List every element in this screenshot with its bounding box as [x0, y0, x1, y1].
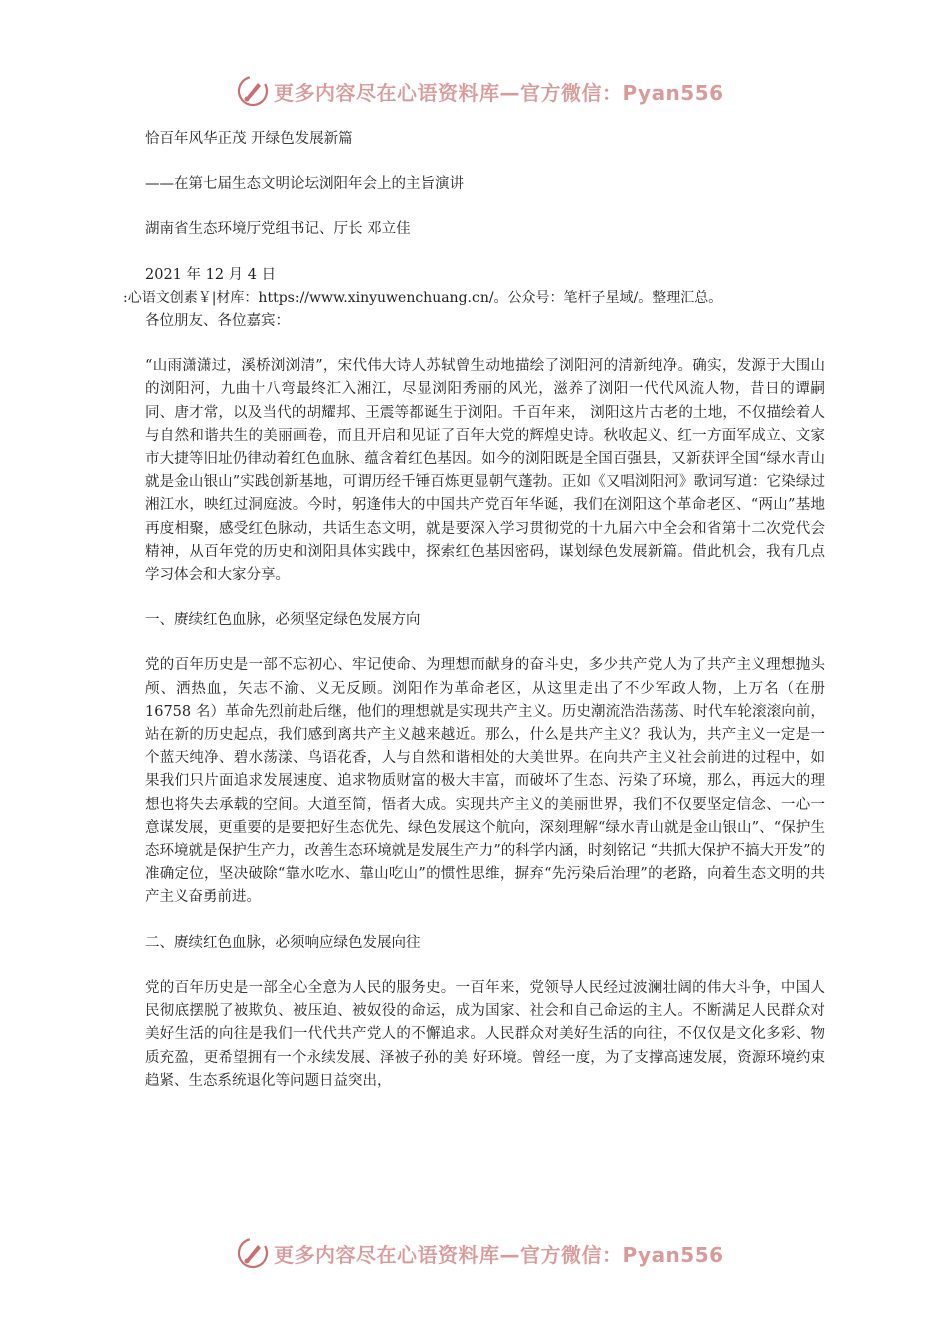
watermark-text: 更多内容尽在心语资料库—官方微信：Pyan556 [274, 80, 724, 105]
document-subtitle: ——在第七届生态文明论坛浏阳年会上的主旨演讲 [145, 176, 464, 193]
footer-watermark-banner [236, 1236, 724, 1270]
header-watermark-banner [236, 74, 724, 108]
paragraph-section-1: 党的百年历史是一部不忘初心、牢记使命、为理想而献身的奋斗史，多少共产党人为了共产主义理想抛头颅、洒热血，矢志不渝、义无反顾。浏阳作为革命老区，从这里走出了不少军政人物，上万名（在册 16758 名）革命先烈前赴后继，他们的理想就是实现共产主义。历史潮流浩浩荡荡、时代车轮滚滚向前，站在新的历史起点，我们感到离共产主义越来越近。那么，什么是共产主义？我认为，共产主义一定是一个蓝天纯净、碧水荡漾、鸟语花香，人与自然和谐相处的大美世界。在向共产主义社会前进的过程中，如果我们只片面追求发展速度、追求物质财富的极大丰富，而破坏了生态、污染了环境，那么，再远大的理想也将失去承载的空间。大道至简，悟者大成。实现共产主义的美丽世界，我们不仅要坚定信念、一心一意谋发展，更重要的是要把好生态优先、绿色发展这个航向，深刻理解“绿水青山就是金山银山”、“保护生态环境就是保护生产力，改善生态环境就是发展生产力”的科学内涵，时刻铭记 “共抓大保护不搞大开发”的准确定位，坚决破除“靠水吃水、靠山吃山”的惯性思维，摒弃“先污染后治理”的老路，向着生态文明的共产主义奋勇前进。 [145, 657, 826, 906]
paragraph-section-2: 党的百年历史是一部全心全意为人民的服务史。一百年来，党领导人民经过波澜壮阔的伟大斗争，中国人民彻底摆脱了被欺负、被压迫、被奴役的命运，成为国家、社会和自己命运的主人。不断满足人民群众对美好生活的向往是我们一代代共产党人的不懈追求。人民群众对美好生活的向往，不仅仅是文化多彩、物质充盈，更希望拥有一个永续发展、泽被子孙的美 好环境。曾经一度，为了支撑高速发展，资源环境约束趋紧、生态系统退化等问题日益突出， [145, 979, 825, 1089]
paragraph-intro: “山雨潇潇过，溪桥浏浏清”，宋代伟大诗人苏轼曾生动地描绘了浏阳河的清新纯净。确实，发源于大围山的浏阳河，九曲十八弯最终汇入湘江，尽显浏阳秀丽的风光，滋养了浏阳一代代风流人物，昔日的谭嗣同、唐才常，以及当代的胡耀邦、王震等都诞生于浏阳。千百年来， 浏阳这片古老的土地，不仅描绘着人与自然和谐共生的美丽画卷，而且开启和见证了百年大党的辉煌史诗。秋收起义、红一方面军成立、文家市大捷等旧址仍律动着红色血脉、蕴含着红色基因。如今的浏阳既是全国百强县，又新获评全国“绿水青山就是金山银山”实践创新基地，可谓历经千锤百炼更显朝气蓬勃。正如《又唱浏阳河》歌词写道：它染绿过湘江水，映红过洞庭波。今时，躬逢伟大的中国共产党百年华诞，我们在浏阳这个革命老区、“两山”基地再度相聚，感受红色脉动，共话生态文明，就是要深入学习贯彻党的十九届六中全会和省第十二次党代会精神，从百年党的历史和浏阳具体实践中，探索红色基因密码，谋划绿色发展新篇。借此机会，我有几点学习体会和大家分享。 [145, 358, 825, 584]
brush-logo-icon [236, 1236, 270, 1270]
section-heading-1: 一、赓续红色血脉，必须坚定绿色发展方向 [145, 612, 421, 629]
watermark-text: 更多内容尽在心语资料库—官方微信：Pyan556 [274, 1242, 724, 1267]
document-title: 恰百年风华正茂 开绿色发展新篇 [145, 131, 353, 147]
document-body [123, 128, 826, 1093]
source-note: :心语文创素￥|材库：https://www.xinyuwenchuang.cn/。公众号：笔杆子星域/。整理汇总。 [123, 289, 723, 306]
brush-logo-icon [236, 74, 270, 108]
greeting: 各位朋友、各位嘉宾： [145, 313, 290, 330]
document-author: 湖南省生态环境厅党组书记、厅长 邓立佳 [145, 221, 411, 238]
document-date: 2021 年 12 月 4 日 [145, 266, 277, 283]
section-heading-2: 二、赓续红色血脉，必须响应绿色发展向往 [145, 934, 421, 951]
